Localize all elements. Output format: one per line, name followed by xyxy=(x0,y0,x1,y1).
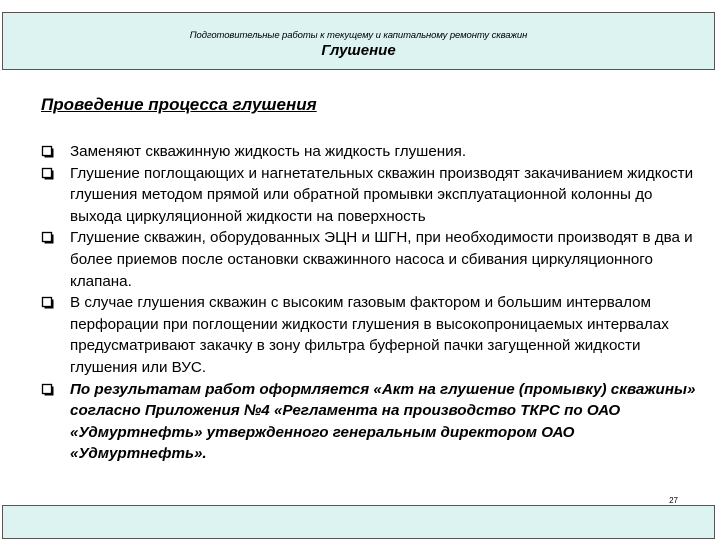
bullet-text-2: Глушение поглощающих и нагнетательных скважин производят закачиванием жидкости глушения методом прямой или обратной промывки эксплуатационной колонны до выхода циркуляционной жидкости на поверхность xyxy=(70,164,694,225)
bullet-list xyxy=(41,141,701,465)
bullet-item-2 xyxy=(41,163,701,228)
bullet-text-1: Заменяют скважинную жидкость на жидкость глушения. xyxy=(70,143,467,160)
bullet-text-3: Глушение скважин, оборудованных ЭЦН и ШГН, при необходимости производят в два и более приемов после остановки скважинного насоса и сбивания циркуляционного клапана. xyxy=(70,229,693,290)
bullet-text-5: По результатам работ оформляется «Акт на глушение (промывку) скважины» согласно Приложения №4 «Регламента на производство ТКРС по ОАО «Удмуртнефть» утвержденного генеральным директором ОАО «Удмуртнефть». xyxy=(70,380,696,463)
bullet-item-4 xyxy=(41,292,701,378)
checkbox-bullet-icon xyxy=(41,145,54,158)
checkbox-bullet-icon xyxy=(41,231,54,244)
checkbox-bullet-icon xyxy=(41,167,54,180)
header-subtitle: Подготовительные работы к текущему и капитальному ремонту скважин xyxy=(189,30,528,41)
bullet-item-3 xyxy=(41,227,701,292)
bullet-text-4: В случае глушения скважин с высоким газовым фактором и большим интервалом перфорации при поглощении жидкости глушения в высокопроницаемых интервалах предусматривают закачку в зону фильтра буферной пачки загущенной жидкости глушения или ВУС. xyxy=(70,294,669,376)
page-number: 27 xyxy=(669,496,678,505)
footer-band xyxy=(2,505,715,539)
bullet-item-1 xyxy=(41,141,701,163)
bullet-item-5 xyxy=(41,379,701,465)
checkbox-bullet-icon xyxy=(41,383,54,396)
checkbox-bullet-icon xyxy=(41,296,54,309)
page-title: Глушение xyxy=(321,42,396,59)
section-heading: Проведение процесса глушения xyxy=(41,95,317,114)
header-band xyxy=(2,12,715,70)
